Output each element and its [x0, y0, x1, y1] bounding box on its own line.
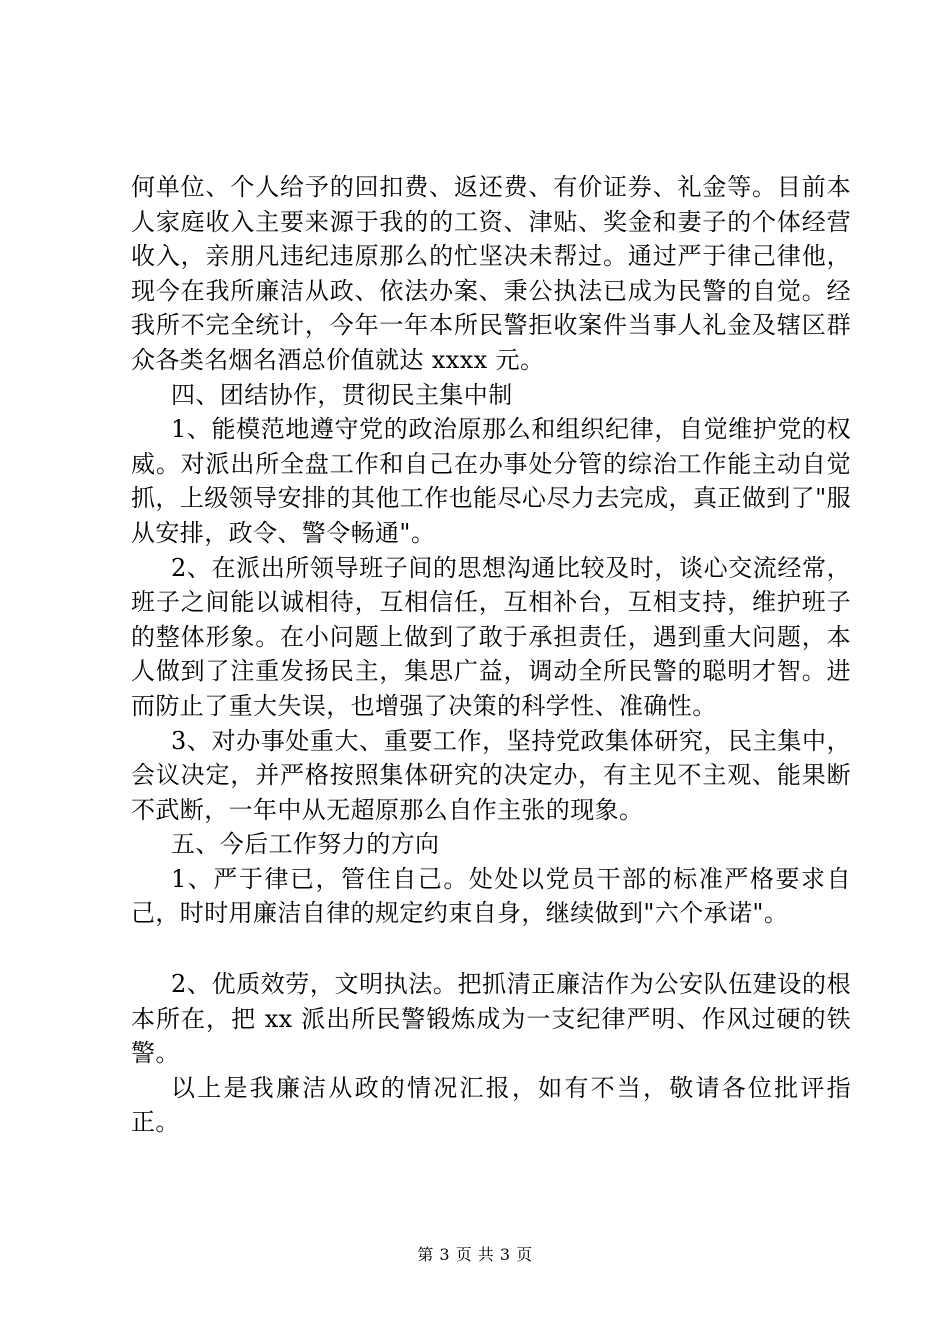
page-footer: 第 3 页 共 3 页: [417, 1245, 533, 1264]
paragraph-item-4-1: 1、能模范地遵守党的政治原那么和组织纪律，自觉维护党的权威。对派出所全盘工作和自己在办事处分管的综治工作能主动自觉抓，上级领导安排的其他工作也能尽心尽力去完成，真正做到了"服从安排，政令、警令畅通"。: [131, 415, 851, 547]
paragraph-item-4-3: 3、对办事处重大、重要工作，坚持党政集体研究，民主集中，会议决定，并严格按照集体研究的决定办，有主见不主观、能果断不武断，一年中从无超原那么自作主张的现象。: [131, 726, 851, 824]
section-heading-four: 四、团结协作，贯彻民主集中制: [171, 380, 513, 409]
paragraph-item-4-2: 2、在派出所领导班子间的思想沟通比较及时，谈心交流经常，班子之间能以诚相待，互相信任，互相补台，互相支持，维护班子的整体形象。在小问题上做到了敢于承担责任，遇到重大问题，本人做到了注重发扬民主，集思广益，调动全所民警的聪明才智。进而防止了重大失误，也增强了决策的科学性、准确性。: [131, 553, 851, 720]
section-heading-five: 五、今后工作努力的方向: [171, 830, 440, 859]
paragraph-item-5-1: 1、严于律已，管住自己。处处以党员干部的标准严格要求自己，时时用廉洁自律的规定约束自身，继续做到"六个承诺"。: [131, 864, 851, 928]
paragraph-continuation: 何单位、个人给予的回扣费、返还费、有价证券、礼金等。目前本人家庭收入主要来源于我的的工资、津贴、奖金和妻子的个体经营收入，亲朋凡违纪违原那么的忙坚决未帮过。通过严于律己律他，现今在我所廉洁从政、依法办案、秉公执法已成为民警的自觉。经我所不完全统计，今年一年本所民警拒收案件当事人礼金及辖区群众各类名烟名酒总价值就达 xxxx 元。: [131, 173, 851, 374]
document-body: [131, 170, 851, 1140]
paragraph-closing: 以上是我廉洁从政的情况汇报，如有不当，敬请各位批评指正。: [131, 1073, 851, 1137]
paragraph-item-5-2: 2、优质效劳，文明执法。把抓清正廉洁作为公安队伍建设的根本所在，把 xx 派出所民警锻炼成为一支纪律严明、作风过硬的铁警。: [131, 970, 851, 1068]
